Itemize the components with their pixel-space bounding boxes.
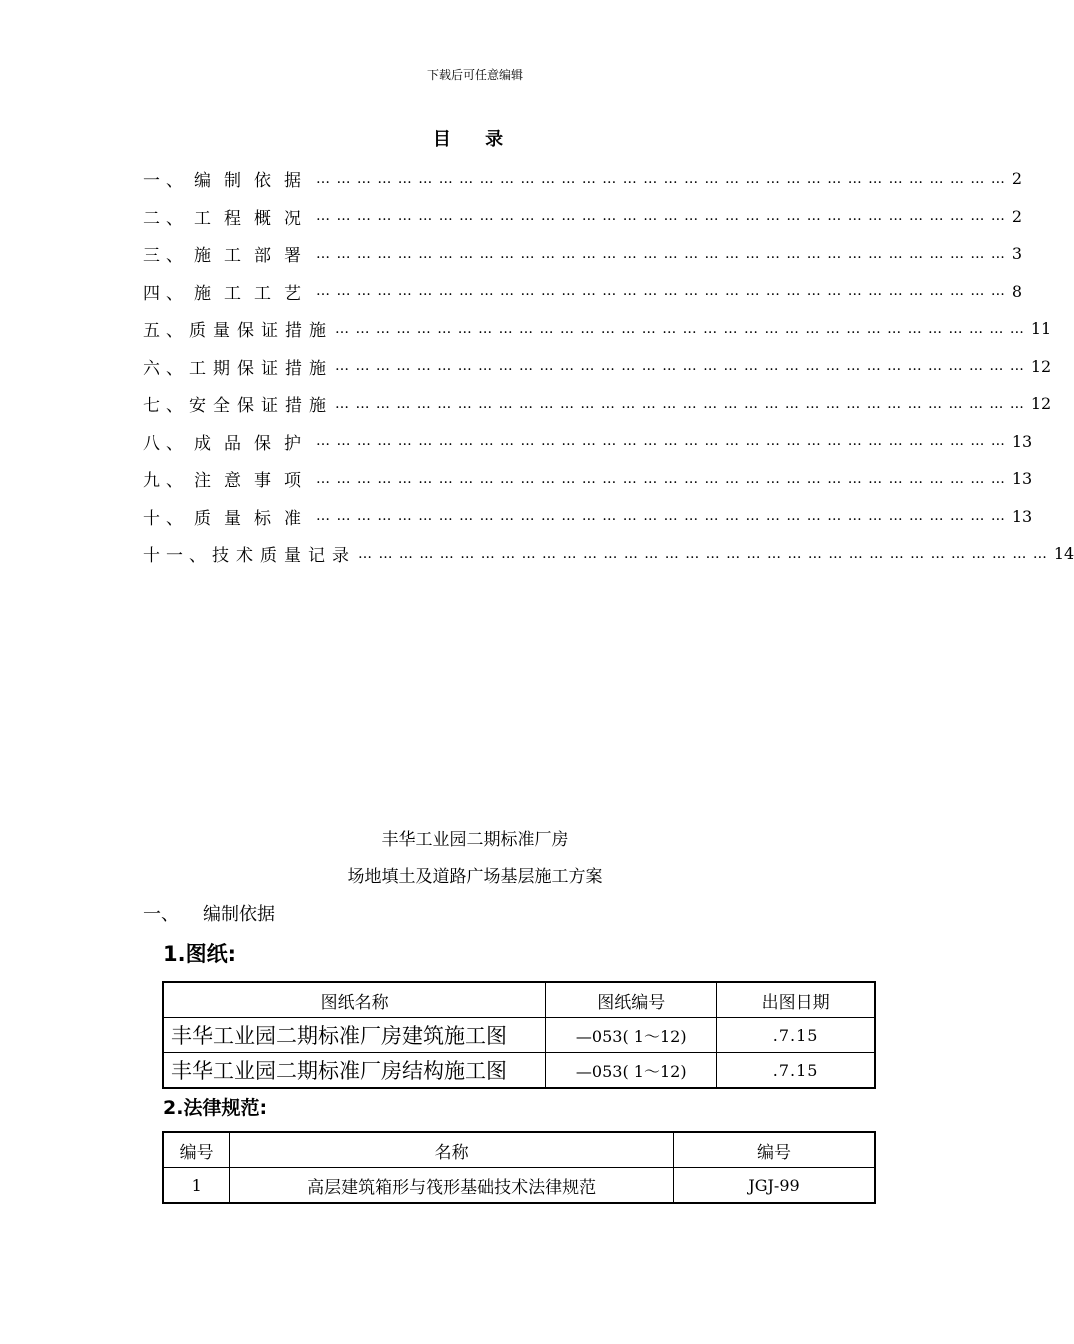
- column-header: 图纸编号: [546, 982, 717, 1018]
- toc-item[interactable]: [143, 385, 1052, 423]
- toc-item-number: 十一、: [143, 546, 212, 567]
- toc-item-label: 工期保证措施: [189, 358, 333, 379]
- drawing-date-cell: .7.15: [717, 1053, 875, 1089]
- toc-leader: … … … … … … … … … … … … … … … … … … … … … … … … … … … … … … … … … …: [335, 320, 1025, 337]
- toc-item-label: 技术质量记录: [212, 546, 356, 567]
- toc-item-number: 十、: [143, 508, 189, 529]
- toc-item[interactable]: [143, 498, 1033, 536]
- table-of-contents: [143, 160, 1074, 573]
- subsection-drawings-heading: 1.图纸:: [163, 942, 236, 966]
- table-row: [163, 1018, 875, 1053]
- toc-item-number: 七、: [143, 396, 189, 417]
- toc-leader: … … … … … … … … … … … … … … … … … … … … … … … … … … … … … … … … … …: [316, 245, 1006, 262]
- drawing-name-cell: 丰华工业园二期标准厂房建筑施工图: [163, 1018, 546, 1053]
- toc-item-label: 编制依据: [194, 171, 314, 192]
- column-header: 出图日期: [717, 982, 875, 1018]
- toc-item-page: 2: [1011, 169, 1023, 189]
- toc-item-page: 12: [1030, 356, 1052, 376]
- toc-item[interactable]: [143, 198, 1023, 236]
- toc-item[interactable]: [143, 160, 1023, 198]
- toc-item-number: 三、: [143, 246, 189, 267]
- column-header: 编号: [163, 1132, 230, 1168]
- toc-item-page: 14: [1053, 544, 1074, 564]
- toc-item-number: 一、: [143, 171, 189, 192]
- toc-item[interactable]: [143, 460, 1033, 498]
- column-header: 编号: [674, 1132, 875, 1168]
- toc-item-page: 13: [1011, 431, 1033, 451]
- toc-leader: … … … … … … … … … … … … … … … … … … … … … … … … … … … … … … … … … …: [316, 433, 1006, 450]
- toc-leader: … … … … … … … … … … … … … … … … … … … … … … … … … … … … … … … … … …: [335, 358, 1025, 375]
- toc-item-number: 九、: [143, 471, 189, 492]
- toc-leader: … … … … … … … … … … … … … … … … … … … … … … … … … … … … … … … … … …: [316, 470, 1006, 487]
- toc-leader: … … … … … … … … … … … … … … … … … … … … … … … … … … … … … … … … … …: [316, 508, 1006, 525]
- norms-table: [162, 1131, 876, 1204]
- drawing-code-cell: —053( 1～12): [546, 1018, 717, 1053]
- toc-item-number: 八、: [143, 433, 189, 454]
- section-number: 一、: [143, 904, 179, 925]
- document-title-line1: 丰华工业园二期标准厂房: [381, 830, 569, 850]
- toc-item-label: 质量标准: [194, 508, 314, 529]
- toc-item-label: 成品保护: [194, 433, 314, 454]
- toc-leader: … … … … … … … … … … … … … … … … … … … … … … … … … … … … … … … … … …: [316, 283, 1006, 300]
- toc-item-label: 质量保证措施: [189, 321, 333, 342]
- toc-item-number: 六、: [143, 358, 189, 379]
- table-row: [163, 1168, 875, 1204]
- toc-item-page: 13: [1011, 469, 1033, 489]
- toc-item-label: 施工部署: [194, 246, 314, 267]
- toc-title: 目 录: [432, 129, 518, 150]
- toc-item[interactable]: [143, 310, 1052, 348]
- toc-item-page: 11: [1030, 319, 1052, 339]
- toc-item[interactable]: [143, 535, 1074, 573]
- toc-item[interactable]: [143, 273, 1023, 311]
- toc-item-page: 12: [1030, 394, 1052, 414]
- subsection-norms-heading: 2.法律规范:: [163, 1097, 268, 1119]
- toc-item[interactable]: [143, 348, 1052, 386]
- toc-leader: … … … … … … … … … … … … … … … … … … … … … … … … … … … … … … … … … …: [316, 170, 1006, 187]
- toc-item-page: 8: [1011, 281, 1023, 301]
- section-title: 编制依据: [203, 904, 275, 925]
- drawings-table: [162, 981, 876, 1089]
- toc-item-page: 13: [1011, 506, 1033, 526]
- document-title-line2: 场地填土及道路广场基层施工方案: [347, 867, 603, 887]
- toc-item-page: 2: [1011, 206, 1023, 226]
- norm-code-cell: JGJ-99: [674, 1168, 875, 1204]
- column-header: 图纸名称: [163, 982, 546, 1018]
- toc-item[interactable]: [143, 235, 1023, 273]
- table-row: [163, 1053, 875, 1089]
- drawing-name-cell: 丰华工业园二期标准厂房结构施工图: [163, 1053, 546, 1089]
- toc-item-page: 3: [1011, 244, 1023, 264]
- toc-item-label: 注意事项: [194, 471, 314, 492]
- column-header: 名称: [230, 1132, 674, 1168]
- norm-number-cell: 1: [163, 1168, 230, 1204]
- section-heading: [143, 900, 275, 926]
- table-header-row: [163, 982, 875, 1018]
- toc-leader: … … … … … … … … … … … … … … … … … … … … … … … … … … … … … … … … … …: [358, 545, 1048, 562]
- toc-item-label: 施工工艺: [194, 283, 314, 304]
- toc-item-label: 工程概况: [194, 208, 314, 229]
- table-header-row: [163, 1132, 875, 1168]
- toc-leader: … … … … … … … … … … … … … … … … … … … … … … … … … … … … … … … … … …: [335, 395, 1025, 412]
- toc-item-number: 二、: [143, 208, 189, 229]
- toc-item-label: 安全保证措施: [189, 396, 333, 417]
- header-note: 下载后可任意编辑: [426, 68, 523, 82]
- toc-item[interactable]: [143, 423, 1033, 461]
- toc-leader: … … … … … … … … … … … … … … … … … … … … … … … … … … … … … … … … … …: [316, 208, 1006, 225]
- toc-item-number: 五、: [143, 321, 189, 342]
- toc-item-number: 四、: [143, 283, 189, 304]
- drawing-date-cell: .7.15: [717, 1018, 875, 1053]
- norm-name-cell: 高层建筑箱形与筏形基础技术法律规范: [230, 1168, 674, 1204]
- drawing-code-cell: —053( 1～12): [546, 1053, 717, 1089]
